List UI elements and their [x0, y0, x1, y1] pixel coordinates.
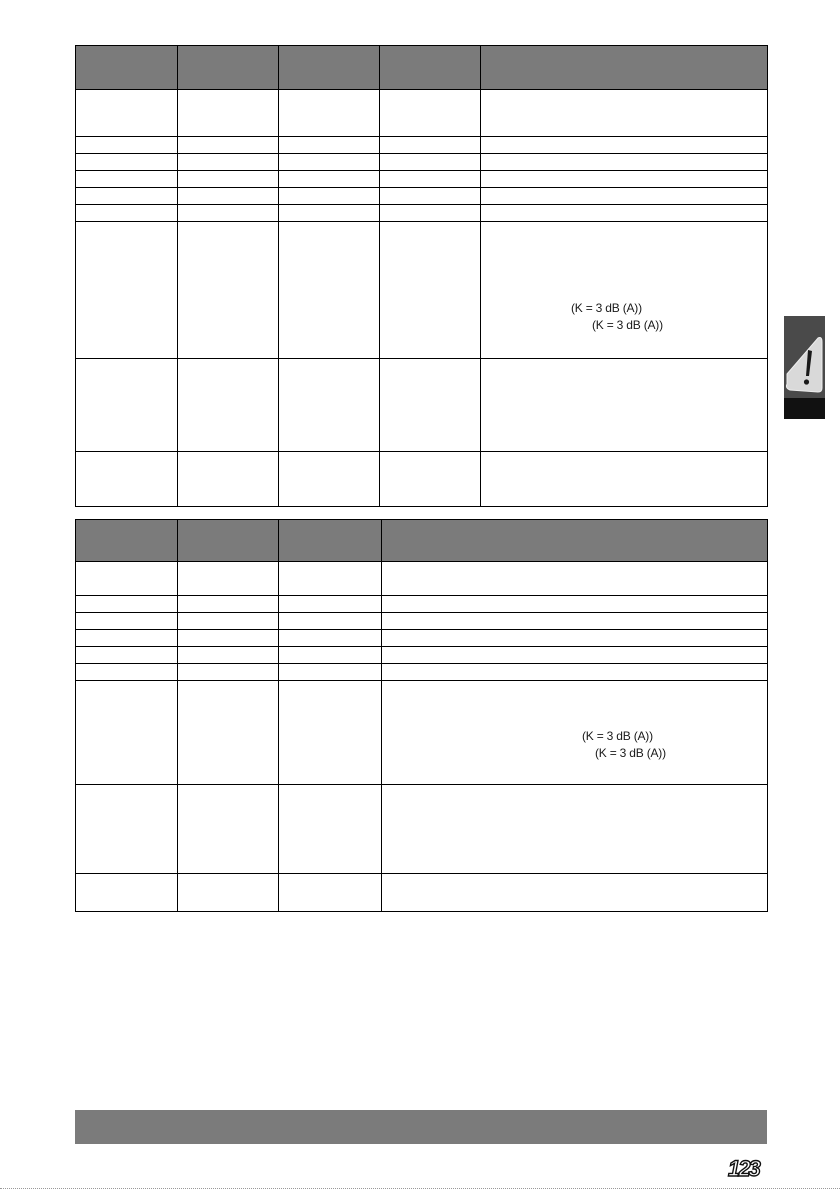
header-cell: [279, 46, 380, 90]
table-row: [76, 874, 768, 912]
table-row-noise: [76, 222, 768, 359]
table-row: [76, 90, 768, 137]
noise-pressure-uncertainty: (K = 3 dB (A)): [582, 729, 653, 743]
table-row: [76, 664, 768, 681]
header-cell: [481, 46, 768, 90]
table-row: [76, 647, 768, 664]
table-row: [76, 359, 768, 452]
table-row: [76, 613, 768, 630]
header-cell: [76, 520, 178, 562]
header-cell: [382, 520, 768, 562]
side-tab-top: [784, 316, 825, 398]
table-row: [76, 154, 768, 171]
table-row: [76, 596, 768, 613]
table-row: [76, 562, 768, 596]
table-row: [76, 452, 768, 507]
side-tab-bottom: [784, 398, 825, 419]
header-cell: [178, 520, 279, 562]
specs-table-1: [75, 45, 768, 507]
page-number: 123: [728, 1156, 759, 1181]
warning-icon: [784, 316, 825, 398]
noise-pressure-uncertainty: (K = 3 dB (A)): [571, 301, 642, 315]
header-cell: [76, 46, 178, 90]
side-section-tab: [784, 316, 825, 419]
crop-edge-line: [0, 1188, 840, 1189]
header-cell: [178, 46, 279, 90]
noise-power-uncertainty: (K = 3 dB (A)): [595, 746, 666, 760]
table-row: [76, 205, 768, 222]
specs-table-2: [75, 519, 768, 912]
header-cell: [279, 520, 382, 562]
footer-bar: [75, 1110, 767, 1144]
table-row: [76, 171, 768, 188]
table-row: [76, 137, 768, 154]
table-row: [76, 785, 768, 874]
table-row-noise: [76, 681, 768, 785]
table-header-row: [76, 46, 768, 90]
header-cell: [380, 46, 481, 90]
table-row: [76, 188, 768, 205]
table-row: [76, 630, 768, 647]
table-header-row: [76, 520, 768, 562]
noise-power-uncertainty: (K = 3 dB (A)): [592, 318, 663, 332]
